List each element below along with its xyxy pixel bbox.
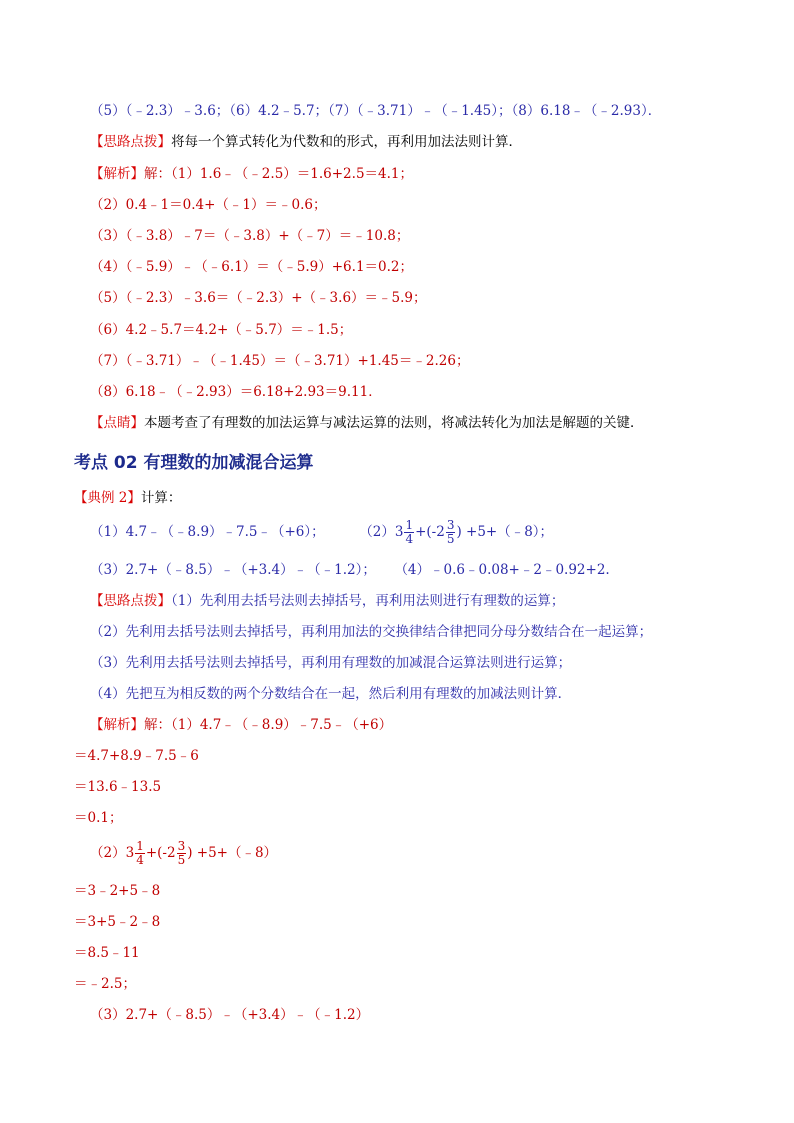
solution-6: （6）4.2﹣5.7＝4.2+（﹣5.7）＝﹣1.5； bbox=[90, 322, 353, 338]
comment-line bbox=[90, 414, 644, 432]
fraction-3-5: $\frac{3}{5}$ bbox=[446, 518, 455, 546]
hint-text: 将每一个算式转化为代数和的形式，再利用加法法则计算． bbox=[171, 134, 522, 150]
solution-2-2-step-4: ＝﹣2.5； bbox=[74, 976, 136, 992]
problem-5-8: （5）（﹣2.3）﹣3.6；（6）4.2﹣5.7；（7）（﹣3.71）﹣（﹣1.45）；（8）6.18﹣（﹣2.93）． bbox=[90, 103, 662, 119]
question-4: （4）﹣0.6﹣0.08+﹣2﹣0.92+2. bbox=[394, 562, 610, 578]
comment-label: 【点睛】 bbox=[90, 415, 144, 431]
solution-1: 解：（1）1.6﹣（﹣2.5）＝1.6+2.5＝4.1； bbox=[144, 166, 413, 182]
question-3: （3）2.7+（﹣8.5）﹣（+3.4）﹣（﹣1.2）； bbox=[90, 562, 376, 578]
questions-1-2 bbox=[90, 519, 553, 546]
hint-2-line-1 bbox=[90, 592, 564, 610]
fraction-3-5: $\frac{3}{5}$ bbox=[177, 839, 186, 867]
hint-label: 【思路点拨】 bbox=[90, 134, 171, 150]
solution-line-1 bbox=[90, 165, 413, 183]
solution-2-1-step-1: ＝4.7+8.9﹣7.5﹣6 bbox=[74, 748, 199, 764]
hint-2-label: 【思路点拨】 bbox=[90, 593, 171, 609]
solution-2-2-head: （2）3 $\frac{1}{4}$ +(-2 $\frac{3}{5}$ ) +5+（﹣8） bbox=[90, 839, 278, 867]
question-2: （2）3 $\frac{1}{4}$ +(-2 $\frac{3}{5}$ ) +5+（﹣8）； bbox=[359, 518, 554, 546]
comment-text: 本题考查了有理数的加法运算与减法运算的法则，将减法转化为加法是解题的关键． bbox=[144, 415, 644, 431]
example-2-prompt: 计算： bbox=[140, 490, 182, 506]
hint-2-2: （2）先利用去括号法则去掉括号，再利用加法的交换律结合律把同分母分数结合在一起运算； bbox=[90, 624, 653, 640]
solution-4: （4）（﹣5.9）﹣（﹣6.1）＝（﹣5.9）+6.1＝0.2； bbox=[90, 259, 413, 275]
solution-2-1-head: 解：（1）4.7﹣（﹣8.9）﹣7.5﹣（+6） bbox=[144, 717, 393, 733]
solution-2-1-step-3: ＝0.1； bbox=[74, 810, 123, 826]
section-heading: 考点 02 有理数的加减混合运算 bbox=[74, 453, 314, 473]
hint-2-4: （4）先把互为相反数的两个分数结合在一起，然后利用有理数的加减法则计算． bbox=[90, 686, 572, 702]
solution-label: 【解析】 bbox=[90, 166, 144, 182]
solution-7: （7）（﹣3.71）﹣（﹣1.45）＝（﹣3.71）+1.45＝﹣2.26； bbox=[90, 353, 470, 369]
fraction-1-4: $\frac{1}{4}$ bbox=[405, 518, 414, 546]
questions-3-4 bbox=[90, 561, 610, 579]
hint-line bbox=[90, 133, 522, 151]
solution-2-2-step-1: ＝3﹣2+5﹣8 bbox=[74, 883, 161, 899]
solution-2-line-1 bbox=[90, 716, 392, 734]
solution-2-2-step-2: ＝3+5﹣2﹣8 bbox=[74, 914, 161, 930]
example-2-label-line bbox=[74, 489, 181, 507]
solution-8: （8）6.18﹣（﹣2.93）＝6.18+2.93＝9.11． bbox=[90, 384, 382, 400]
solution-3: （3）（﹣3.8）﹣7＝（﹣3.8）+（﹣7）＝﹣10.8； bbox=[90, 228, 410, 244]
fraction-1-4: $\frac{1}{4}$ bbox=[136, 839, 144, 867]
solution-2-1-step-2: ＝13.6﹣13.5 bbox=[74, 779, 162, 795]
hint-2-3: （3）先利用去括号法则去掉括号，再利用有理数的加减混合运算法则进行运算； bbox=[90, 655, 572, 671]
hint-2-1: （1）先利用去括号法则去掉括号，再利用法则进行有理数的运算； bbox=[171, 593, 565, 609]
solution-2-2-step-3: ＝8.5﹣11 bbox=[74, 945, 140, 961]
solution-2-label: 【解析】 bbox=[90, 717, 144, 733]
solution-5: （5）（﹣2.3）﹣3.6＝（﹣2.3）+（﹣3.6）＝﹣5.9； bbox=[90, 290, 427, 306]
example-2-label: 【典例 2】 bbox=[74, 490, 141, 506]
solution-2-3-head: （3）2.7+（﹣8.5）﹣（+3.4）﹣（﹣1.2） bbox=[90, 1007, 370, 1023]
solution-2: （2）0.4﹣1＝0.4+（﹣1）＝﹣0.6； bbox=[90, 197, 327, 213]
question-1: （1）4.7﹣（﹣8.9）﹣7.5﹣（+6）； bbox=[90, 524, 325, 540]
